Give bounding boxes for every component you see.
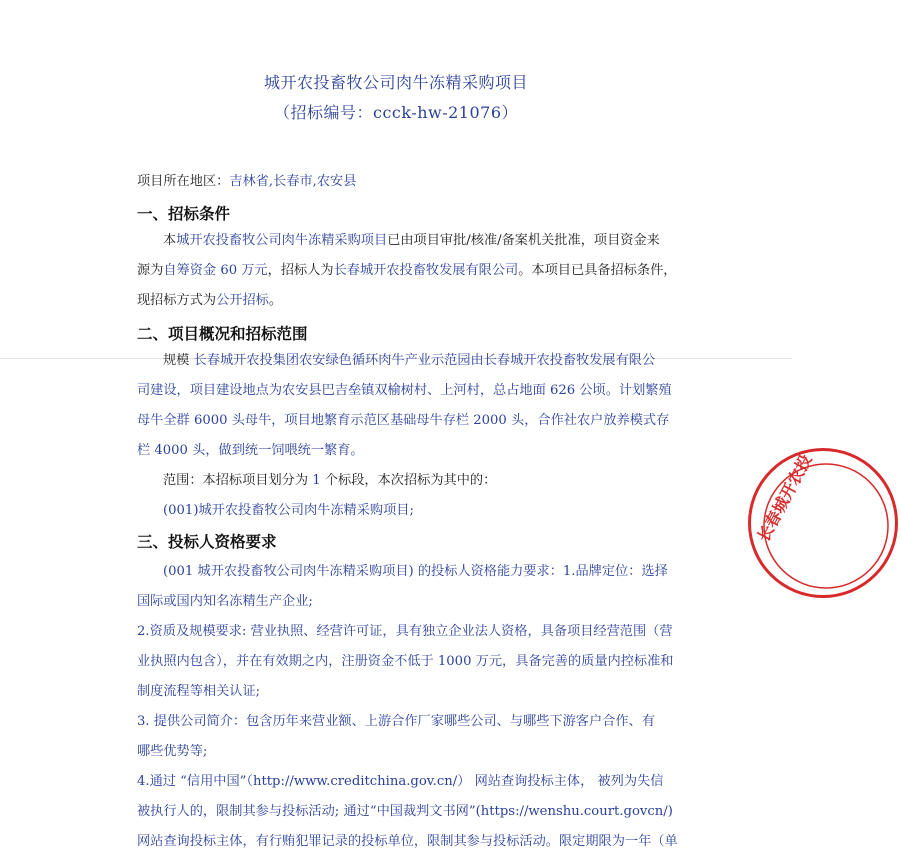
- paragraph-line: 2.资质及规模要求: 营业执照、经营许可证，具有独立企业法人资格，具备项目经营范围（营: [137, 624, 673, 639]
- paragraph-line: 栏 4000 头，做到统一饲喂统一繁育。: [137, 443, 364, 458]
- paragraph-line: 母牛全群 6000 头母牛，项目地繁育示范区基础母牛存栏 2000 头，合作社农户放养模式存: [137, 413, 670, 428]
- official-seal: [748, 448, 898, 598]
- project-name: 城开农投畜牧公司肉牛冻精采购项目: [176, 233, 388, 248]
- paragraph-line: 国际或国内知名冻精生产企业;: [137, 594, 313, 609]
- paragraph-line: 网站查询投标主体，有行贿犯罪记录的投标单位，限制其参与投标活动。限定期限为一年（单: [137, 834, 678, 849]
- paragraph-line: 3. 提供公司简介：包含历年来营业额、上游合作厂家哪些公司、与哪些下游客户合作、有: [137, 714, 655, 729]
- lot-name: (001)城开农投畜牧公司肉牛冻精采购项目;: [163, 503, 414, 518]
- funding-source: 自筹资金 60 万元: [163, 263, 268, 278]
- section-heading-project-overview: 二、项目概况和招标范围: [137, 325, 308, 343]
- tender-method: 公开招标: [216, 293, 269, 308]
- region-value: 吉林省,长春市,农安县: [229, 174, 357, 189]
- paragraph-line: 司建设，项目建设地点为农安县巴吉垒镇双榆树村、上河村，总占地面 626 公顷。计划繁殖: [137, 383, 672, 398]
- paragraph-line: [163, 472, 677, 490]
- paragraph-line: [163, 232, 677, 250]
- document-title: 城开农投畜牧公司肉牛冻精采购项目: [263, 73, 528, 92]
- text-run: 。本项目已具备招标条件，: [518, 263, 677, 278]
- paragraph-line: [163, 352, 677, 370]
- text-run: 本: [163, 233, 177, 248]
- paragraph-line: 制度流程等相关认证;: [137, 684, 261, 699]
- bid-number: （招标编号：ccck-hw-21076）: [273, 103, 518, 122]
- seal-text: 长春城开农投: [753, 451, 816, 545]
- text-run: 规模: [163, 353, 190, 368]
- text-run: ，招标人为: [267, 263, 334, 278]
- region-label: 项目所在地区：: [137, 174, 230, 189]
- text-run: 。: [268, 293, 283, 308]
- project-region: [137, 173, 677, 191]
- paragraph-line: [137, 292, 677, 310]
- lot-count: 1: [312, 473, 321, 488]
- text-run: 长春城开农投集团农安绿色循环肉牛产业示范园由长春城开农投畜牧发展有限公: [189, 353, 656, 368]
- section-heading-bidder-qualifications: 三、投标人资格要求: [137, 533, 277, 551]
- text-run: 现招标方式为: [137, 293, 217, 308]
- text-run: 个标段，本次招标为其中的：: [320, 473, 497, 488]
- seal-graphic: [751, 451, 901, 601]
- paragraph-line: [137, 262, 677, 280]
- paragraph-line: 业执照内包含），并在有效期之内，注册资金不低于 1000 万元，具备完善的质量内控标准和: [137, 654, 674, 669]
- text-run: 已由项目审批/核准/备案机关批准，项目资金来: [387, 233, 660, 248]
- tenderer-name: 长春城开农投畜牧发展有限公司: [333, 263, 519, 278]
- paragraph-line: 被执行人的，限制其参与投标活动; 通过“中国裁判文书网”(https://wenshu.court.govcn/): [137, 804, 673, 819]
- paragraph-line: 哪些优势等;: [137, 744, 208, 759]
- section-heading-tender-conditions: 一、招标条件: [137, 205, 231, 223]
- text-run: 源为: [137, 263, 164, 278]
- paragraph-line: (001 城开农投畜牧公司肉牛冻精采购项目) 的投标人资格能力要求：1.品牌定位：选择: [163, 564, 668, 579]
- text-run: 范围：本招标项目划分为: [163, 473, 313, 488]
- paragraph-line: 4.通过 “信用中国”（http://www.creditchina.gov.cn/） 网站查询投标主体， 被列为失信: [137, 774, 664, 789]
